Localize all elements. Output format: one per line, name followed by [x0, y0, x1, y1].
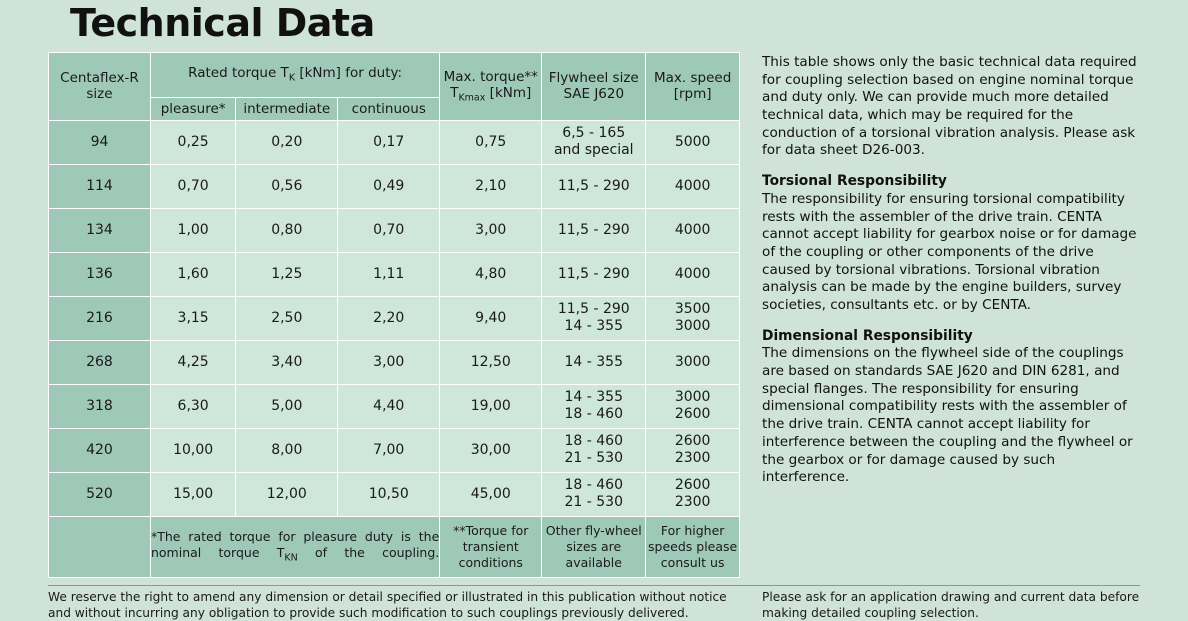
- cell-max-speed: 4000: [646, 164, 740, 208]
- cell-pleasure: 10,00: [150, 428, 235, 472]
- footer-rated-note-post: of the coupling.: [297, 545, 440, 561]
- cell-max-speed: 2600 2300: [646, 472, 740, 516]
- header-duty-pleasure: pleasure*: [150, 97, 235, 120]
- cell-size: 268: [49, 340, 151, 384]
- dimensional-paragraph: The dimensions on the flywheel side of the couplings are based on standards SAE J620 and DIN 6281, and special flanges. The responsibility for ensuring dimensional compatibility rests with the assembler of the drive train. CENTA cannot accept liability for interference between the coupling and the flywheel or the gearbox or for damage caused by such interference.: [762, 345, 1133, 486]
- cell-pleasure: 1,60: [150, 252, 235, 296]
- cell-continuous: 0,49: [338, 164, 440, 208]
- cell-max-torque: 2,10: [440, 164, 542, 208]
- cell-size: 94: [49, 120, 151, 164]
- technical-data-table: [48, 52, 740, 578]
- footer-flywheel-note: Other fly-wheel sizes are available: [542, 516, 646, 577]
- cell-size: 520: [49, 472, 151, 516]
- cell-continuous: 1,11: [338, 252, 440, 296]
- torsional-heading: Torsional Responsibility: [762, 172, 947, 189]
- table-header-row-1: [49, 52, 740, 97]
- footer-rated-note: [150, 516, 439, 577]
- cell-max-torque: 4,80: [440, 252, 542, 296]
- cell-intermediate: 3,40: [236, 340, 338, 384]
- cell-flywheel: 11,5 - 290 14 - 355: [542, 296, 646, 340]
- cell-max-speed: 3500 3000: [646, 296, 740, 340]
- cell-pleasure: 0,25: [150, 120, 235, 164]
- header-size-line1: Centaflex-R: [60, 69, 139, 86]
- cell-max-speed: 4000: [646, 252, 740, 296]
- cell-max-speed: 2600 2300: [646, 428, 740, 472]
- cell-max-speed: 4000: [646, 208, 740, 252]
- header-size-line2: size: [86, 86, 113, 103]
- cell-size: 420: [49, 428, 151, 472]
- cell-size: 318: [49, 384, 151, 428]
- header-max-speed-line2: [rpm]: [673, 86, 712, 103]
- cell-intermediate: 1,25: [236, 252, 338, 296]
- cell-flywheel: 14 - 355: [542, 340, 646, 384]
- header-max-torque: [440, 52, 542, 120]
- cell-max-speed: 5000: [646, 120, 740, 164]
- cell-pleasure: 4,25: [150, 340, 235, 384]
- cell-flywheel: 11,5 - 290: [542, 252, 646, 296]
- header-rated-torque-sub: K: [288, 72, 296, 84]
- cell-max-torque: 0,75: [440, 120, 542, 164]
- header-max-torque-line1: Max. torque**: [443, 68, 538, 85]
- table-body: [49, 120, 740, 516]
- cell-max-torque: 45,00: [440, 472, 542, 516]
- header-max-torque-sub: Kmax: [458, 92, 486, 104]
- content-body: [48, 52, 1140, 578]
- cell-max-torque: 19,00: [440, 384, 542, 428]
- cell-intermediate: 0,56: [236, 164, 338, 208]
- table-row: [49, 164, 740, 208]
- footnotes: [48, 585, 1140, 621]
- footer-max-torque-note: **Torque for transient conditions: [440, 516, 542, 577]
- cell-intermediate: 0,20: [236, 120, 338, 164]
- cell-intermediate: 8,00: [236, 428, 338, 472]
- cell-flywheel: 14 - 355 18 - 460: [542, 384, 646, 428]
- header-rated-torque-label: Rated torque T: [188, 65, 289, 82]
- footer-rated-note-pre: *The rated torque for pleasure duty is the nominal torque T: [150, 528, 440, 561]
- header-flywheel-line1: Flywheel size: [548, 69, 639, 86]
- cell-intermediate: 5,00: [236, 384, 338, 428]
- header-flywheel-line2: SAE J620: [563, 86, 625, 103]
- cell-max-speed: 3000: [646, 340, 740, 384]
- cell-size: 114: [49, 164, 151, 208]
- cell-pleasure: 6,30: [150, 384, 235, 428]
- table-footer-row: [49, 516, 740, 577]
- cell-max-speed: 3000 2600: [646, 384, 740, 428]
- footer-empty-cell: [49, 516, 151, 577]
- cell-pleasure: 15,00: [150, 472, 235, 516]
- header-rated-torque-group: [150, 52, 439, 97]
- header-flywheel-size: [542, 52, 646, 120]
- table-row: [49, 208, 740, 252]
- header-rated-torque-tail: [kNm] for duty:: [295, 65, 403, 82]
- header-size: [49, 52, 151, 120]
- table-row: [49, 428, 740, 472]
- cell-continuous: 7,00: [338, 428, 440, 472]
- footer-speed-note: For higher speeds please consult us: [646, 516, 740, 577]
- header-max-speed-line1: Max. speed: [654, 69, 732, 86]
- table-row: [49, 384, 740, 428]
- cell-size: 134: [49, 208, 151, 252]
- table-row: [49, 340, 740, 384]
- cell-flywheel: 11,5 - 290: [542, 164, 646, 208]
- sidebar-text: [740, 52, 1140, 487]
- cell-continuous: 2,20: [338, 296, 440, 340]
- footer-rated-note-sub: KN: [284, 552, 298, 564]
- cell-flywheel: 18 - 460 21 - 530: [542, 428, 646, 472]
- page-title: Technical Data: [70, 1, 375, 45]
- header-duty-intermediate: intermediate: [236, 97, 338, 120]
- cell-intermediate: 0,80: [236, 208, 338, 252]
- cell-size: 216: [49, 296, 151, 340]
- cell-max-torque: 12,50: [440, 340, 542, 384]
- cell-continuous: 3,00: [338, 340, 440, 384]
- table-container: [48, 52, 740, 578]
- cell-max-torque: 30,00: [440, 428, 542, 472]
- cell-max-torque: 9,40: [440, 296, 542, 340]
- table-foot: [49, 516, 740, 577]
- cell-flywheel: 6,5 - 165 and special: [542, 120, 646, 164]
- cell-continuous: 10,50: [338, 472, 440, 516]
- cell-intermediate: 12,00: [236, 472, 338, 516]
- intro-paragraph: This table shows only the basic technical data required for coupling selection based on engine nominal torque and duty only. We can provide much more detailed technical data, which may be required for the conduction of a torsional vibration analysis. Please ask for data sheet D26-003.: [762, 53, 1137, 159]
- cell-pleasure: 0,70: [150, 164, 235, 208]
- dimensional-heading: Dimensional Responsibility: [762, 327, 973, 344]
- table-row: [49, 296, 740, 340]
- table-row: [49, 252, 740, 296]
- header-max-torque-post: [kNm]: [485, 84, 532, 101]
- table-head: [49, 52, 740, 120]
- cell-pleasure: 3,15: [150, 296, 235, 340]
- cell-size: 136: [49, 252, 151, 296]
- footnote-right: Please ask for an application drawing and current data before making detailed coupling selection.: [762, 589, 1140, 620]
- cell-flywheel: 11,5 - 290: [542, 208, 646, 252]
- cell-flywheel: 18 - 460 21 - 530: [542, 472, 646, 516]
- header-duty-continuous: continuous: [338, 97, 440, 120]
- cell-continuous: 0,17: [338, 120, 440, 164]
- table-row: [49, 120, 740, 164]
- footnote-left: We reserve the right to amend any dimension or detail specified or illustrated in this publication without notice and without incurring any obligation to provide such modification to such couplings previously delivered.: [48, 589, 727, 620]
- header-max-speed: [646, 52, 740, 120]
- cell-pleasure: 1,00: [150, 208, 235, 252]
- table-row: [49, 472, 740, 516]
- torsional-paragraph: The responsibility for ensuring torsional compatibility rests with the assembler of the drive train. CENTA cannot accept liability for gearbox noise or for damage of the coupling or other components of the drive caused by torsional vibrations. Torsional vibration analysis can be made by the engine builders, survey societies, consultants etc. or by CENTA.: [762, 190, 1137, 313]
- cell-max-torque: 3,00: [440, 208, 542, 252]
- cell-continuous: 4,40: [338, 384, 440, 428]
- cell-intermediate: 2,50: [236, 296, 338, 340]
- cell-continuous: 0,70: [338, 208, 440, 252]
- header-max-torque-pre: T: [450, 84, 459, 101]
